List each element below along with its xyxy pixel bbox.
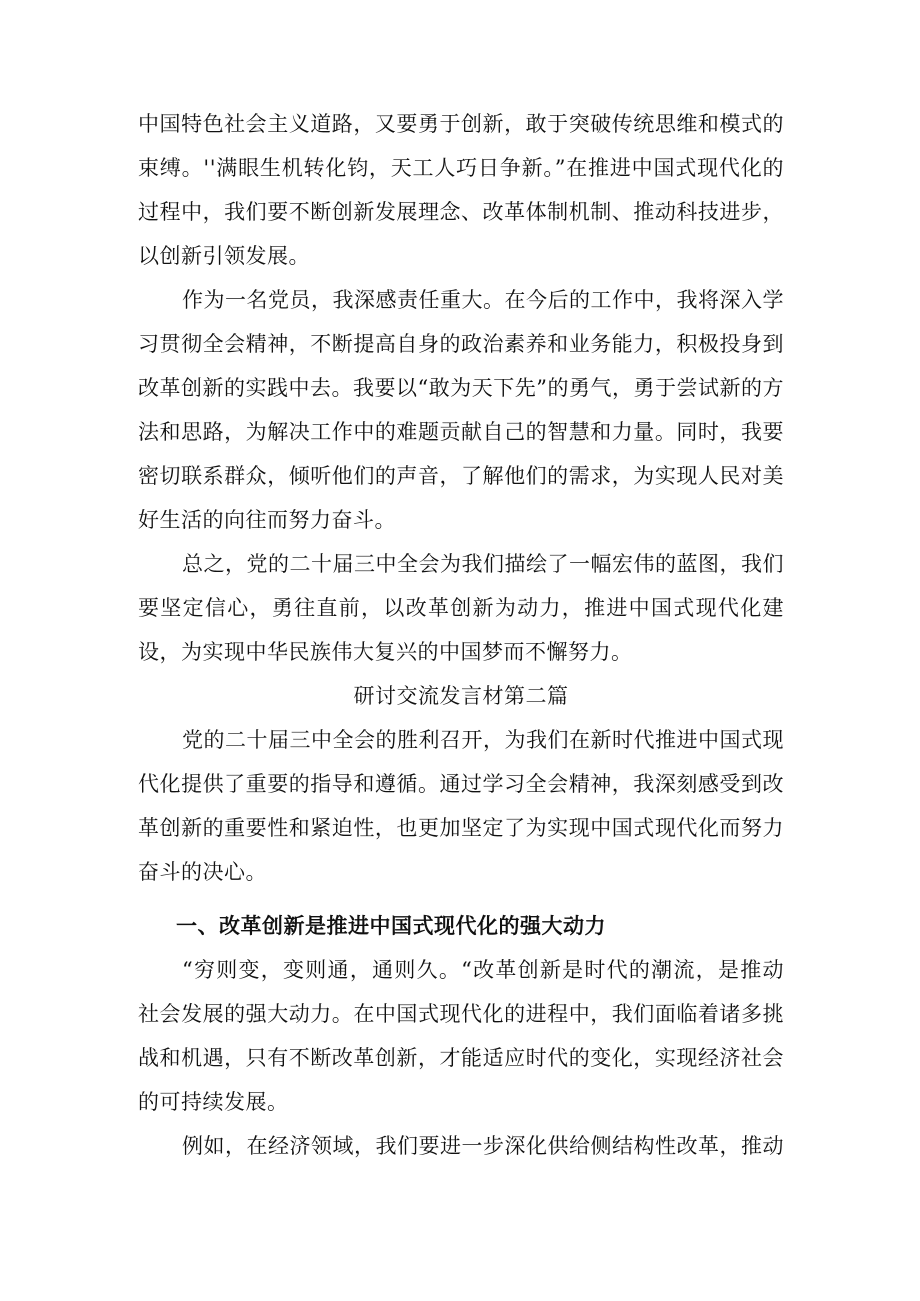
- heading-1: 一、改革创新是推进中国式现代化的强大动力: [176, 914, 606, 938]
- intro-paragraph: 党的二十届三中全会的胜利召开，为我们在新时代推进中国式现代化提供了重要的指导和遵循。通过学习全会精神，我深刻感受到改革创新的重要性和紧迫性，也更加坚定了为实现中国式现代化而努力奋斗的决心。: [138, 728, 784, 884]
- party-member-paragraph: 作为一名党员，我深感责任重大。在今后的工作中，我将深入学习贯彻全会精神，不断提高自身的政治素养和业务能力，积极投身到改革创新的实践中去。我要以“敢为天下先”的勇气，勇于尝试新的方法和思路，为解决工作中的难题贡献自己的智慧和力量。同时，我要密切联系群众，倾听他们的声音，了解他们的需求，为实现人民对美好生活的向往而努力奋斗。: [138, 288, 784, 532]
- conclusion-paragraph: 总之，党的二十届三中全会为我们描绘了一幅宏伟的蓝图，我们要坚定信心，勇往直前，以改革创新为动力，推进中国式现代化建设，为实现中华民族伟大复兴的中国梦而不懈努力。: [138, 552, 784, 664]
- document-page: [138, 102, 784, 1168]
- continued-paragraph: 中国特色社会主义道路，又要勇于创新，敢于突破传统思维和模式的束缚。''满眼生机转化钧，天工人巧日争新。”在推进中国式现代化的过程中，我们要不断创新发展理念、改革体制机制、推动科技进步，以创新引领发展。: [138, 112, 784, 268]
- section-title: 研讨交流发言材第二篇: [353, 684, 569, 708]
- quote-paragraph: “穷则变，变则通，通则久。“改革创新是时代的潮流，是推动社会发展的强大动力。在中国式现代化的进程中，我们面临着诸多挑战和机遇，只有不断改革创新，才能适应时代的变化，实现经济社会的可持续发展。: [138, 958, 784, 1114]
- example-paragraph: 例如，在经济领域，我们要进一步深化供给侧结构性改革，推动: [182, 1134, 784, 1158]
